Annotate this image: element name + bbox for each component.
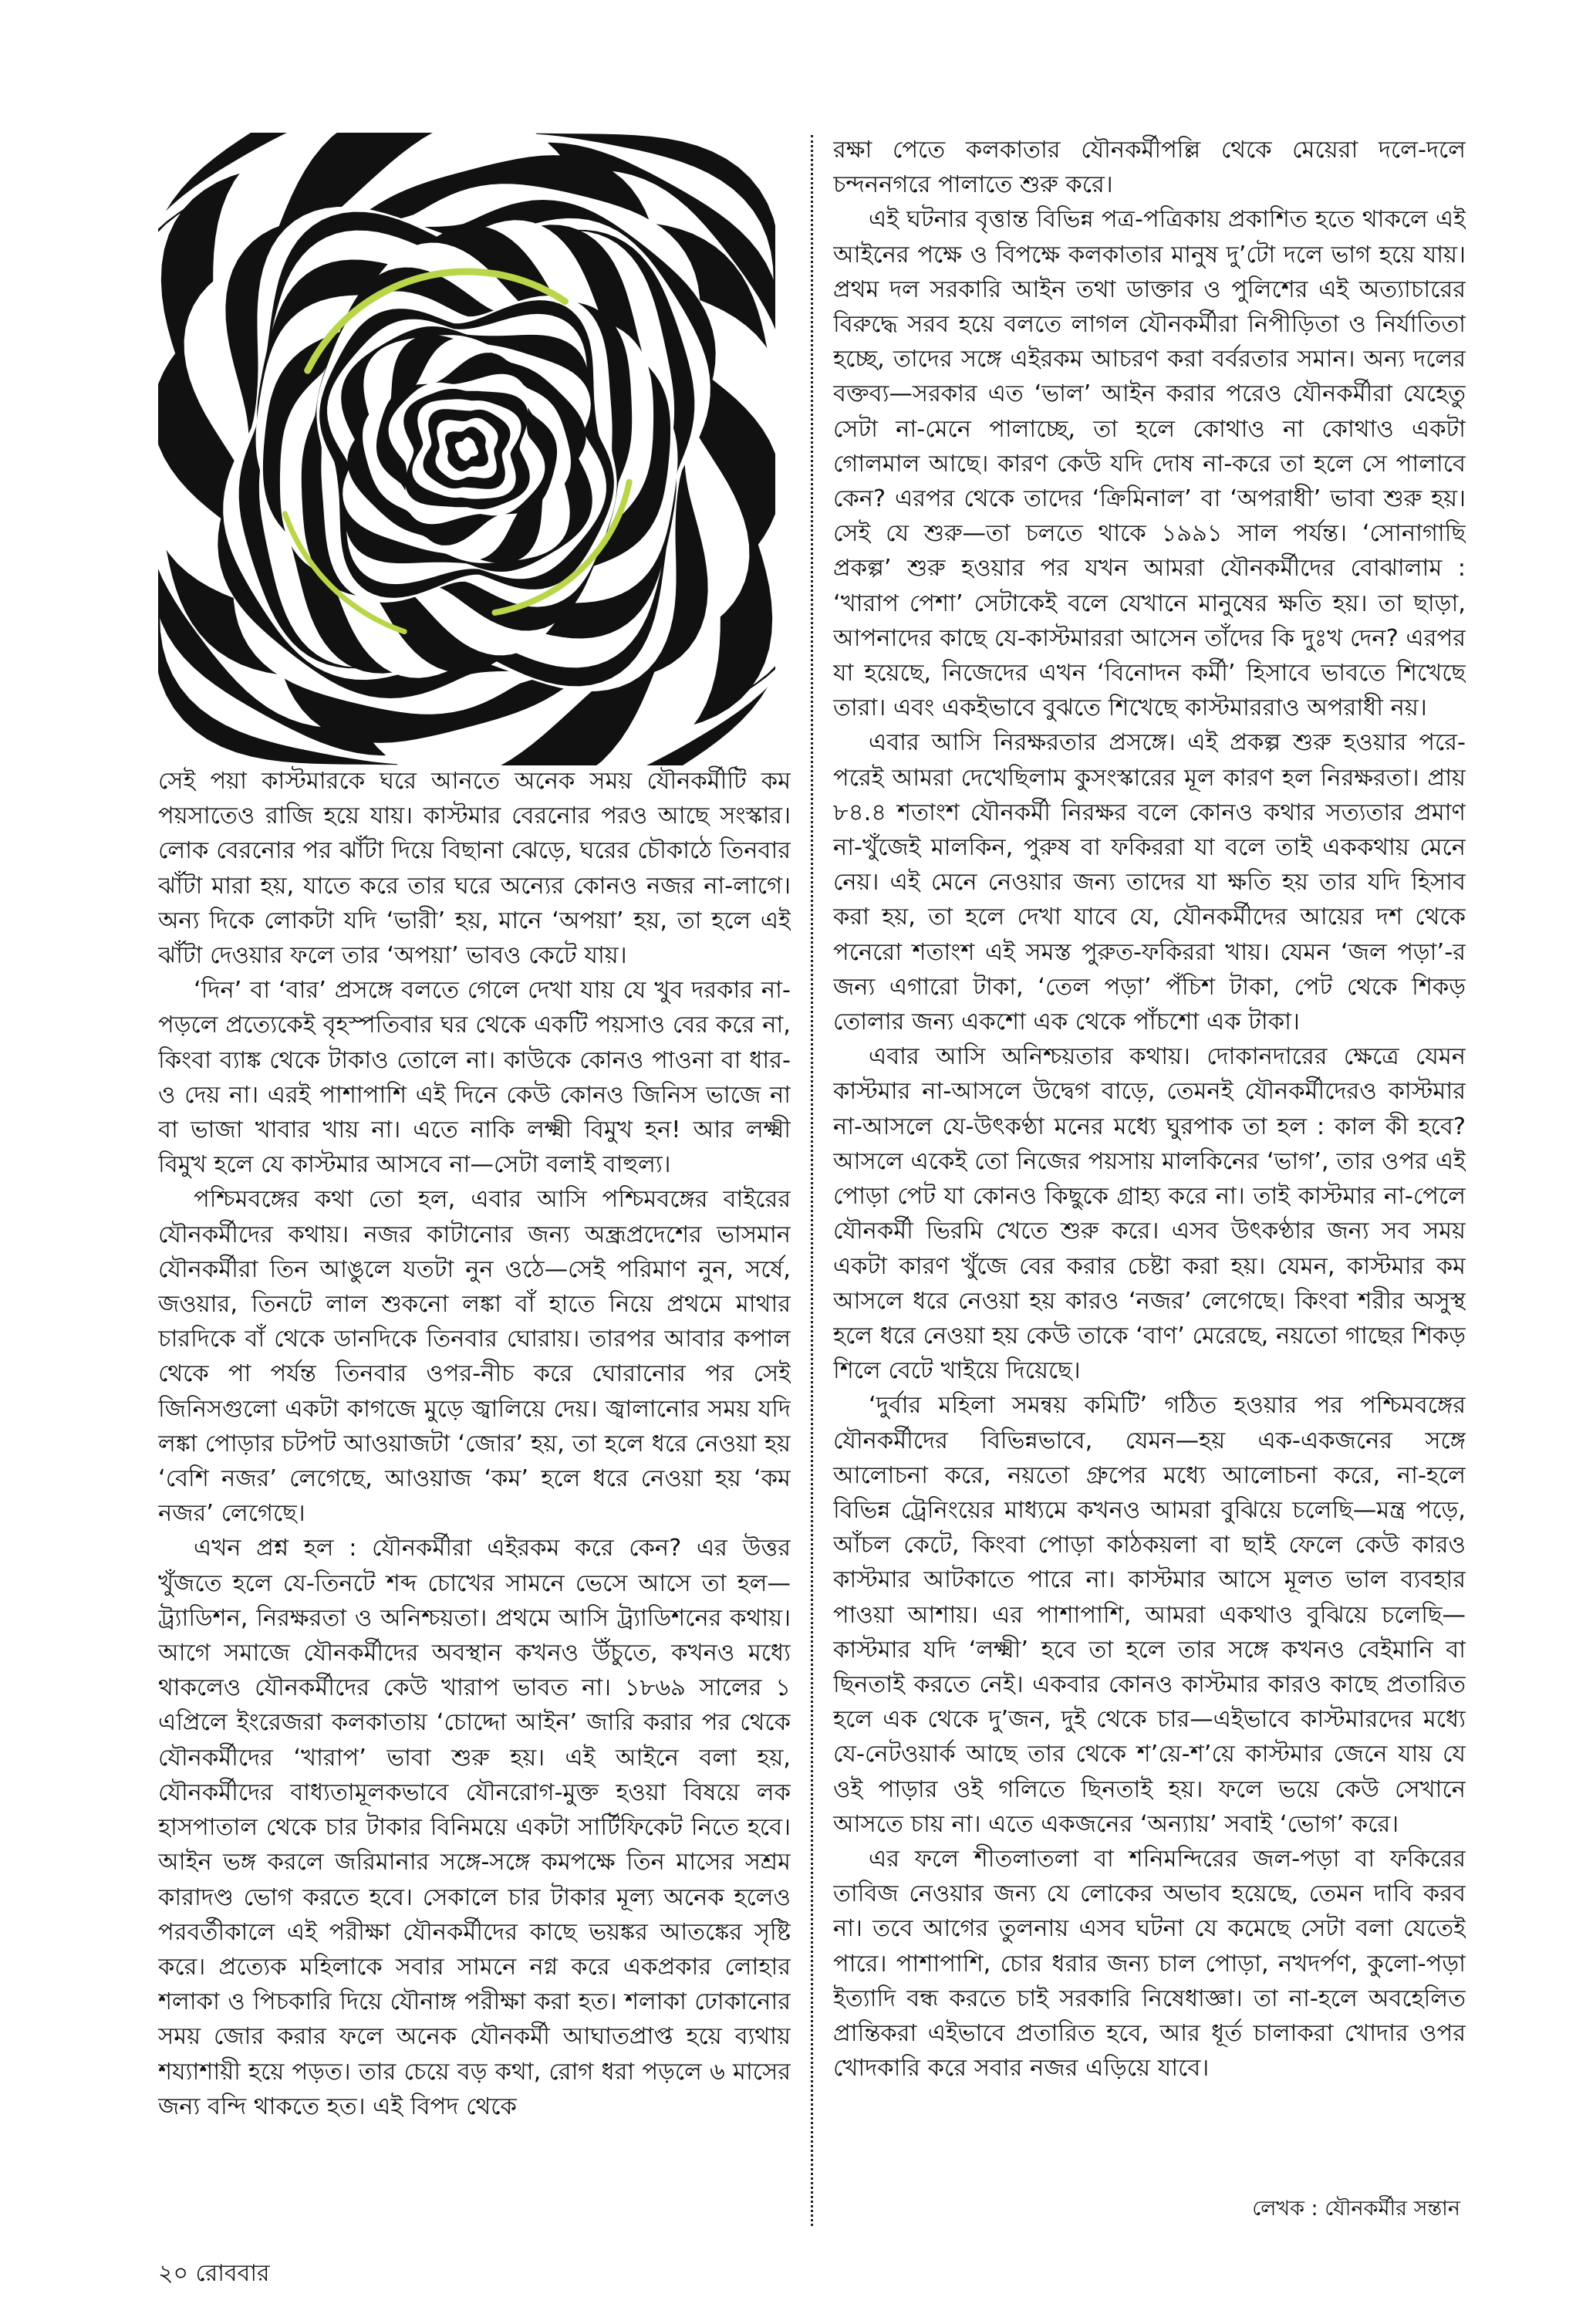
right-paragraph-5: ‘দুর্বার মহিলা সমন্বয় কমিটি’ গঠিত হওয়ার পর পশ্চিমবঙ্গের যৌনকর্মীদের বিভিন্নভাবে, যেমন—হয় এক-একজনের সঙ্গে আলোচনা করে, নয়তো গ্রুপের মধ্যে আলোচনা করে, না-হলে বিভিন্ন ট্রেনিংয়ের মাধ্যমে কখনও আমরা বুঝিয়ে চলেছি—মন্ত্র পড়ে, আঁচল কেটে, কিংবা পোড়া কাঠকয়লা বা ছাই ফেলে কেউ কারও কাস্টমার আটকাতে পারে না। কাস্টমার আসে মূলত ভাল ব্যবহার পাওয়া আশায়। এর পাশাপাশি, আমরা একথাও বুঝিয়ে চলেছি—কাস্টমার যদি ‘লক্ষ্মী’ হবে তা হলে তার সঙ্গে কখনও বেইমানি বা ছিনতাই করতে নেই। একবার কোনও কাস্টমার কারও কাছে প্রতারিত হলে এক থেকে দু’জন, দুই থেকে চার—এইভাবে কাস্টমারদের মধ্যে যে-নেটওয়ার্ক আছে তার থেকে শ’য়ে-শ’য়ে কাস্টমার জেনে যায় যে ওই পাড়ার ওই গলিতে ছিনতাই হয়। ফলে ভয়ে কেউ সেখানে আসতে চায় না। এতে একজনের ‘অন্যায়’ সবাই ‘ভোগ’ করে। [833, 1392, 1466, 1838]
right-paragraph-3: এবার আসি নিরক্ষরতার প্রসঙ্গে। এই প্রকল্প শুরু হওয়ার পরে-পরেই আমরা দেখেছিলাম কুসংস্কারের মূল কারণ হল নিরক্ষরতা। প্রায় ৮৪.৪ শতাংশ যৌনকর্মী নিরক্ষর বলে কোনও কথার সত্যতার প্রমাণ না-খুঁজেই মালকিন, পুরুষ বা ফকিররা যা বলে তাই এককথায় মেনে নেয়। এই মেনে নেওয়ার জন্য তাদের যা ক্ষতি হয় তার যদি হিসাব করা হয়, তা হলে দেখা যাবে যে, যৌনকর্মীদের আয়ের দশ থেকে পনেরো শতাংশ এই সমস্ত পুরুত-ফকিররা খায়। যেমন ‘জল পড়া’-র জন্য এগারো টাকা, ‘তেল পড়া’ পঁচিশ টাকা, পেট থেকে শিকড় তোলার জন্য একশো এক থেকে পাঁচশো এক টাকা। [833, 729, 1466, 1036]
right-paragraph-4: এবার আসি অনিশ্চয়তার কথায়। দোকানদারের ক্ষেত্রে যেমন কাস্টমার না-আসলে উদ্বেগ বাড়ে, তেমনই যৌনকর্মীদেরও কাস্টমার না-আসলে যে-উৎকণ্ঠা মনের মধ্যে ঘুরপাক তা হল : কাল কী হবে? আসলে একেই তো নিজের পয়সায় মালকিনের ‘ভাগ’, তার ওপর এই পোড়া পেট যা কোনও কিছুকে গ্রাহ্য করে না। তাই কাস্টমার না-পেলে যৌনকর্মী ভিরমি খেতে শুরু করে। এসব উৎকণ্ঠার জন্য সব সময় একটা কারণ খুঁজে বের করার চেষ্টা করা হয়। যেমন, কাস্টমার কম আসলে ধরে নেওয়া হয় কারও ‘নজর’ লেগেছে। কিংবা শরীর অসুস্থ হলে ধরে নেওয়া হয় কেউ তাকে ‘বাণ’ মেরেছে, নয়তো গাছের শিকড় শিলে বেটে খাইয়ে দিয়েছে। [833, 1043, 1466, 1385]
page-footer: ২০ রোববার [158, 2260, 270, 2287]
left-paragraph-4: এখন প্রশ্ন হল : যৌনকর্মীরা এইরকম করে কেন? এর উত্তর খুঁজতে হলে যে-তিনটে শব্দ চোখের সামনে ভেসে আসে তা হল—ট্র্যাডিশন, নিরক্ষরতা ও অনিশ্চয়তা। প্রথমে আসি ট্র্যাডিশনের কথায়। আগে সমাজে যৌনকর্মীদের অবস্থান কখনও উঁচুতে, কখনও মধ্যে থাকলেও যৌনকর্মীদের কেউ খারাপ ভাবত না। ১৮৬৯ সালের ১ এপ্রিলে ইংরেজরা কলকাতায় ‘চোদ্দো আইন’ জারি করার পর থেকে যৌনকর্মীদের ‘খারাপ’ ভাবা শুরু হয়। এই আইনে বলা হয়, যৌনকর্মীদের বাধ্যতামূলকভাবে যৌনরোগ-মুক্ত হওয়া বিষয়ে লক হাসপাতাল থেকে চার টাকার বিনিময়ে একটা সার্টিফিকেট নিতে হবে। আইন ভঙ্গ করলে জরিমানার সঙ্গে-সঙ্গে কমপক্ষে তিন মাসের সশ্রম কারাদণ্ড ভোগ করতে হবে। সেকালে চার টাকার মূল্য অনেক হলেও পরবর্তীকালে এই পরীক্ষা যৌনকর্মীদের কাছে ভয়ঙ্কর আতঙ্কের সৃষ্টি করে। প্রত্যেক মহিলাকে সবার সামনে নগ্ন করে একপ্রকার লোহার শলাকা ও পিচকারি দিয়ে যৌনাঙ্গ পরীক্ষা করা হত। শলাকা ঢোকানোর সময় জোর করার ফলে অনেক যৌনকর্মী আঘাতপ্রাপ্ত হয়ে ব্যথায় শয্যাশায়ী হয়ে পড়ত। তার চেয়ে বড় কথা, রোগ ধরা পড়লে ৬ মাসের জন্য বন্দি থাকতে হত। এই বিপদ থেকে [158, 1535, 791, 2120]
column-divider [811, 135, 813, 2226]
right-paragraph-1: রক্ষা পেতে কলকাতার যৌনকর্মীপল্লি থেকে মেয়েরা দলে-দলে চন্দননগরে পালাতে শুরু করে। [833, 137, 1466, 199]
right-paragraph-2: এই ঘটনার বৃত্তান্ত বিভিন্ন পত্র-পত্রিকায় প্রকাশিত হতে থাকলে এই আইনের পক্ষে ও বিপক্ষে কলকাতার মানুষ দু’টো দলে ভাগ হয়ে যায়। প্রথম দল সরকারি আইন তথা ডাক্তার ও পুলিশের এই অত্যাচারের বিরুদ্ধে সরব হয়ে বলতে লাগল যৌনকর্মীরা নিপীড়িতা ও নির্যাতিতা হচ্ছে, তাদের সঙ্গে এইরকম আচরণ করা বর্বরতার সমান। অন্য দলের বক্তব্য—সরকার এত ‘ভাল’ আইন করার পরেও যৌনকর্মীরা যেহেতু সেটা না-মেনে পালাচ্ছে, তা হলে কোথাও না কোথাও একটা গোলমাল আছে। কারণ কেউ যদি দোষ না-করে তা হলে সে পালাবে কেন? এরপর থেকে তাদের ‘ক্রিমিনাল’ বা ‘অপরাধী’ ভাবা শুরু হয়। সেই যে শুরু—তা চলতে থাকে ১৯৯১ সাল পর্যন্ত। ‘সোনাগাছি প্রকল্প’ শুরু হওয়ার পর যখন আমরা যৌনকর্মীদের বোঝালাম : ‘খারাপ পেশা’ সেটাকেই বলে যেখানে মানুষের ক্ষতি হয়। তা ছাড়া, আপনাদের কাছে যে-কাস্টমাররা আসেন তাঁদের কি দুঃখ দেন? এরপর যা হয়েছে, নিজেদের এখন ‘বিনোদন কর্মী’ হিসাবে ভাবতে শিখেছে তারা। এবং একইভাবে বুঝতে শিখেছে কাস্টমাররাও অপরাধী নয়। [833, 206, 1466, 722]
author-byline: লেখক : যৌনকর্মীর সন্তান [1252, 2197, 1460, 2221]
right-paragraph-6: এর ফলে শীতলাতলা বা শনিমন্দিরের জল-পড়া বা ফকিরের তাবিজ নেওয়ার জন্য যে লোকের অভাব হয়েছে, তেমন দাবি করব না। তবে আগের তুলনায় এসব ঘটনা যে কমেছে সেটা বলা যেতেই পারে। পাশাপাশি, চোর ধরার জন্য চাল পোড়া, নখদর্পণ, কুলো-পড়া ইত্যাদি বন্ধ করতে চাই সরকারি নিষেধাজ্ঞা। তা না-হলে অবহেলিত প্রান্তিকরা এইভাবে প্রতারিত হবে, আর ধূর্ত চালাকরা খোদার ওপর খোদকারি করে সবার নজর এড়িয়ে যাবে। [833, 1845, 1466, 2082]
left-column [158, 764, 791, 2268]
left-paragraph-3: পশ্চিমবঙ্গের কথা তো হল, এবার আসি পশ্চিমবঙ্গের বাইরের যৌনকর্মীদের কথায়। নজর কাটানোর জন্য অন্ধ্রপ্রদেশের ভাসমান যৌনকর্মীরা তিন আঙুলে যতটা নুন ওঠে—সেই পরিমাণ নুন, সর্ষে, জওয়ার, তিনটে লাল শুকনো লঙ্কা বাঁ হাতে নিয়ে প্রথমে মাথার চারদিকে বাঁ থেকে ডানদিকে তিনবার ঘোরায়। তারপর আবার কপাল থেকে পা পর্যন্ত তিনবার ওপর-নীচ করে ঘোরানোর পর সেই জিনিসগুলো একটা কাগজে মুড়ে জ্বালিয়ে দেয়। জ্বালানোর সময় যদি লঙ্কা পোড়ার চটপট আওয়াজটা ‘জোর’ হয়, তা হলে ধরে নেওয়া হয় ‘বেশি নজর’ লেগেছে, আওয়াজ ‘কম’ হলে ধরে নেওয়া হয় ‘কম নজর’ লেগেছে। [158, 1186, 791, 1528]
left-paragraph-1: সেই পয়া কাস্টমারকে ঘরে আনতে অনেক সময় যৌনকর্মীটি কম পয়সাতেও রাজি হয়ে যায়। কাস্টমার বেরনোর পরও আছে সংস্কার। লোক বেরনোর পর ঝাঁটা দিয়ে বিছানা ঝেড়ে, ঘরের চৌকাঠে তিনবার ঝাঁটা মারা হয়, যাতে করে তার ঘরে অন্যের কোনও নজর না-লাগে। অন্য দিকে লোকটা যদি ‘ভারী’ হয়, মানে ‘অপয়া’ হয়, তা হলে এই ঝাঁটা দেওয়ার ফলে তার ‘অপয়া’ ভাবও কেটে যায়। [158, 768, 791, 970]
right-column [833, 133, 1466, 2231]
op-art-illustration [158, 133, 775, 765]
left-paragraph-2: ‘দিন’ বা ‘বার’ প্রসঙ্গে বলতে গেলে দেখা যায় যে খুব দরকার না-পড়লে প্রত্যেকেই বৃহস্পতিবার ঘর থেকে একটি পয়সাও বের করে না, কিংবা ব্যাঙ্ক থেকে টাকাও তোলে না। কাউকে কোনও পাওনা বা ধার-ও দেয় না। এরই পাশাপাশি এই দিনে কেউ কোনও জিনিস ভাজে না বা ভাজা খাবার খায় না। এতে নাকি লক্ষ্মী বিমুখ হন! আর লক্ষ্মী বিমুখ হলে যে কাস্টমার আসবে না—সেটা বলাই বাহুল্য। [158, 977, 791, 1179]
op-art-spiral-icon [158, 133, 775, 765]
